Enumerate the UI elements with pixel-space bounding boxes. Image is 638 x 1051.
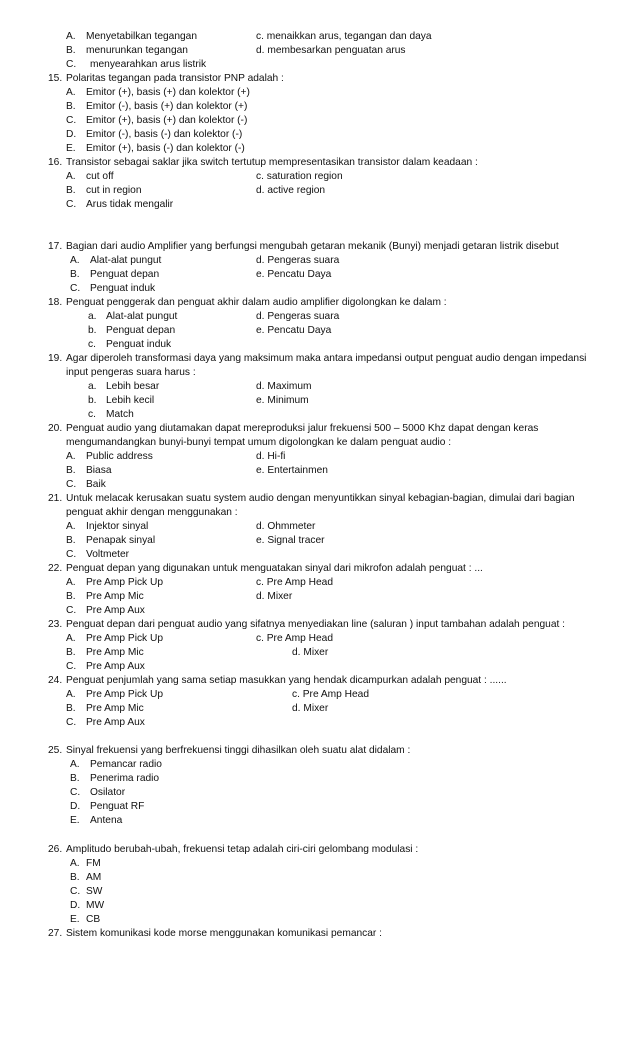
item-marker: C. — [66, 59, 77, 70]
item-marker: 27. — [48, 928, 63, 939]
item-text: Alat-alat pungut — [90, 255, 162, 266]
item-marker: 26. — [48, 844, 63, 855]
item-text: Penguat induk — [90, 283, 156, 294]
item-marker: c. — [88, 339, 96, 350]
item-text: e. Pencatu Daya — [256, 325, 332, 336]
item-text: d. Pengeras suara — [256, 311, 340, 322]
item-marker: C. — [66, 605, 77, 616]
item-marker: B. — [66, 703, 76, 714]
item-marker: C. — [66, 717, 77, 728]
item-text: d. Mixer — [292, 703, 329, 714]
item-text: CB — [86, 914, 101, 925]
item-marker: 17. — [48, 241, 63, 252]
item-text: Pre Amp Pick Up — [86, 633, 163, 644]
item-text: Bagian dari audio Amplifier yang berfungsi mengubah getaran mekanik (Bunyi) menjadi getaran listrik disebut — [66, 241, 559, 252]
item-text: mengumandangkan bunyi-bunyi tempat umum digolongkan ke dalam penguat audio : — [66, 437, 452, 448]
item-text: Pre Amp Aux — [86, 605, 145, 616]
item-marker: C. — [66, 661, 77, 672]
item-text: e. Signal tracer — [256, 535, 325, 546]
item-marker: B. — [66, 101, 76, 112]
item-text: d. membesarkan penguatan arus — [256, 45, 406, 56]
item-text: Penguat depan — [90, 269, 160, 280]
item-text: menurunkan tegangan — [86, 45, 188, 56]
item-text: Sistem komunikasi kode morse menggunakan komunikasi pemancar : — [66, 928, 382, 939]
item-text: c. saturation region — [256, 171, 343, 182]
item-text: menyearahkan arus listrik — [90, 59, 207, 70]
item-marker: 22. — [48, 563, 63, 574]
item-text: c. Pre Amp Head — [256, 633, 334, 644]
item-text: c. Pre Amp Head — [292, 689, 370, 700]
item-marker: D. — [70, 900, 81, 911]
item-marker: A. — [66, 521, 76, 532]
item-text: Sinyal frekuensi yang berfrekuensi tinggi dihasilkan oleh suatu alat didalam : — [66, 745, 411, 756]
item-text: MW — [86, 900, 105, 911]
item-text: Penapak sinyal — [86, 535, 156, 546]
item-text: e. Pencatu Daya — [256, 269, 332, 280]
item-text: FM — [86, 858, 101, 869]
item-text: d. Mixer — [256, 591, 293, 602]
item-text: Pre Amp Mic — [86, 703, 144, 714]
item-marker: A. — [70, 858, 80, 869]
item-text: AM — [86, 872, 102, 883]
item-marker: B. — [66, 647, 76, 658]
item-text: Amplitudo berubah-ubah, frekuensi tetap adalah ciri-ciri gelombang modulasi : — [66, 844, 419, 855]
item-marker: A. — [66, 689, 76, 700]
item-text: Baik — [86, 479, 106, 490]
item-text: c. Pre Amp Head — [256, 577, 334, 588]
item-marker: D. — [70, 801, 81, 812]
item-text: Transistor sebagai saklar jika switch tertutup mempresentasikan transistor dalam keadaan : — [66, 157, 478, 168]
item-marker: 21. — [48, 493, 63, 504]
item-marker: a. — [88, 311, 97, 322]
item-marker: C. — [70, 787, 81, 798]
item-text: Emitor (+), basis (+) dan kolektor (-) — [86, 115, 248, 126]
item-text: Penerima radio — [90, 773, 160, 784]
item-text: d. Ohmmeter — [256, 521, 316, 532]
item-marker: B. — [70, 269, 80, 280]
item-marker: A. — [66, 87, 76, 98]
item-text: Arus tidak mengalir — [86, 199, 174, 210]
item-marker: A. — [70, 759, 80, 770]
item-marker: c. — [88, 409, 96, 420]
item-marker: C. — [70, 886, 81, 897]
item-text: Emitor (+), basis (+) dan kolektor (+) — [86, 87, 250, 98]
item-marker: 15. — [48, 73, 63, 84]
item-marker: B. — [66, 591, 76, 602]
item-marker: A. — [66, 171, 76, 182]
item-marker: C. — [66, 115, 77, 126]
item-marker: C. — [66, 199, 77, 210]
item-text: Menyetabilkan tegangan — [86, 31, 198, 42]
item-marker: A. — [70, 255, 80, 266]
item-text: e. Minimum — [256, 395, 309, 406]
item-text: Antena — [90, 815, 123, 826]
item-text: d. Maximum — [256, 381, 312, 392]
item-text: Penguat depan yang digunakan untuk menguatakan sinyal dari mikrofon adalah penguat : ... — [66, 563, 483, 574]
item-text: Penguat RF — [90, 801, 145, 812]
item-text: e. Entertainmen — [256, 465, 328, 476]
item-marker: b. — [88, 395, 97, 406]
item-text: Emitor (-), basis (+) dan kolektor (+) — [86, 101, 248, 112]
item-marker: B. — [66, 465, 76, 476]
item-text: Pre Amp Mic — [86, 591, 144, 602]
item-text: Polaritas tegangan pada transistor PNP adalah : — [66, 73, 284, 84]
item-marker: 25. — [48, 745, 63, 756]
item-marker: B. — [66, 45, 76, 56]
item-marker: E. — [66, 143, 76, 154]
item-marker: D. — [66, 129, 77, 140]
item-text: Lebih kecil — [106, 395, 155, 406]
item-marker: b. — [88, 325, 97, 336]
item-text: d. active region — [256, 185, 326, 196]
item-text: Penguat induk — [106, 339, 172, 350]
item-text: d. Mixer — [292, 647, 329, 658]
item-marker: B. — [66, 185, 76, 196]
item-marker: C. — [66, 479, 77, 490]
item-text: Penguat audio yang diutamakan dapat mereproduksi jalur frekuensi 500 – 5000 Khz dapat dengan keras — [66, 423, 539, 434]
item-text: penguat akhir dengan menggunakan : — [66, 507, 238, 518]
item-text: input pengeras suara harus : — [66, 367, 196, 378]
item-marker: 16. — [48, 157, 63, 168]
item-marker: C. — [70, 283, 81, 294]
item-text: Penguat penggerak dan penguat akhir dalam audio amplifier digolongkan ke dalam : — [66, 297, 447, 308]
item-text: c. menaikkan arus, tegangan dan daya — [256, 31, 432, 42]
item-text: cut off — [86, 171, 114, 182]
item-marker: E. — [70, 914, 80, 925]
item-marker: 20. — [48, 423, 63, 434]
item-marker: E. — [70, 815, 80, 826]
item-text: Public address — [86, 451, 153, 462]
item-text: SW — [86, 886, 103, 897]
item-text: Biasa — [86, 465, 112, 476]
item-text: Pre Amp Aux — [86, 661, 145, 672]
item-marker: C. — [66, 549, 77, 560]
item-marker: B. — [66, 535, 76, 546]
item-text: Pre Amp Mic — [86, 647, 144, 658]
item-text: Pre Amp Pick Up — [86, 577, 163, 588]
item-marker: A. — [66, 633, 76, 644]
item-marker: 24. — [48, 675, 63, 686]
item-text: Agar diperoleh transformasi daya yang maksimum maka antara impedansi output penguat audio dengan impedansi — [66, 353, 587, 364]
item-text: Lebih besar — [106, 381, 160, 392]
item-text: Penguat depan — [106, 325, 176, 336]
item-text: Penguat depan dari penguat audio yang sifatnya menyediakan line (saluran ) input tambahan adalah penguat : — [66, 619, 565, 630]
item-text: Osilator — [90, 787, 126, 798]
item-text: d. Hi-fi — [256, 451, 286, 462]
item-text: Injektor sinyal — [86, 521, 149, 532]
item-marker: 19. — [48, 353, 63, 364]
item-marker: 23. — [48, 619, 63, 630]
item-text: Emitor (+), basis (-) dan kolektor (-) — [86, 143, 245, 154]
item-text: Match — [106, 409, 134, 420]
item-text: Pemancar radio — [90, 759, 162, 770]
item-marker: A. — [66, 577, 76, 588]
item-text: Emitor (-), basis (-) dan kolektor (-) — [86, 129, 243, 140]
item-text: Untuk melacak kerusakan suatu system audio dengan menyuntikkan sinyal kebagian-bagian, dimulai dari bagian — [66, 493, 575, 504]
item-marker: a. — [88, 381, 97, 392]
item-marker: A. — [66, 451, 76, 462]
item-marker: A. — [66, 31, 76, 42]
item-text: d. Pengeras suara — [256, 255, 340, 266]
item-text: Pre Amp Aux — [86, 717, 145, 728]
item-text: Pre Amp Pick Up — [86, 689, 163, 700]
item-marker: B. — [70, 773, 80, 784]
item-marker: 18. — [48, 297, 63, 308]
item-marker: B. — [70, 872, 80, 883]
item-text: Alat-alat pungut — [106, 311, 178, 322]
item-text: Voltmeter — [86, 549, 130, 560]
item-text: cut in region — [86, 185, 142, 196]
item-text: Penguat penjumlah yang sama setiap masukkan yang hendak dicampurkan adalah penguat : ...... — [66, 675, 507, 686]
